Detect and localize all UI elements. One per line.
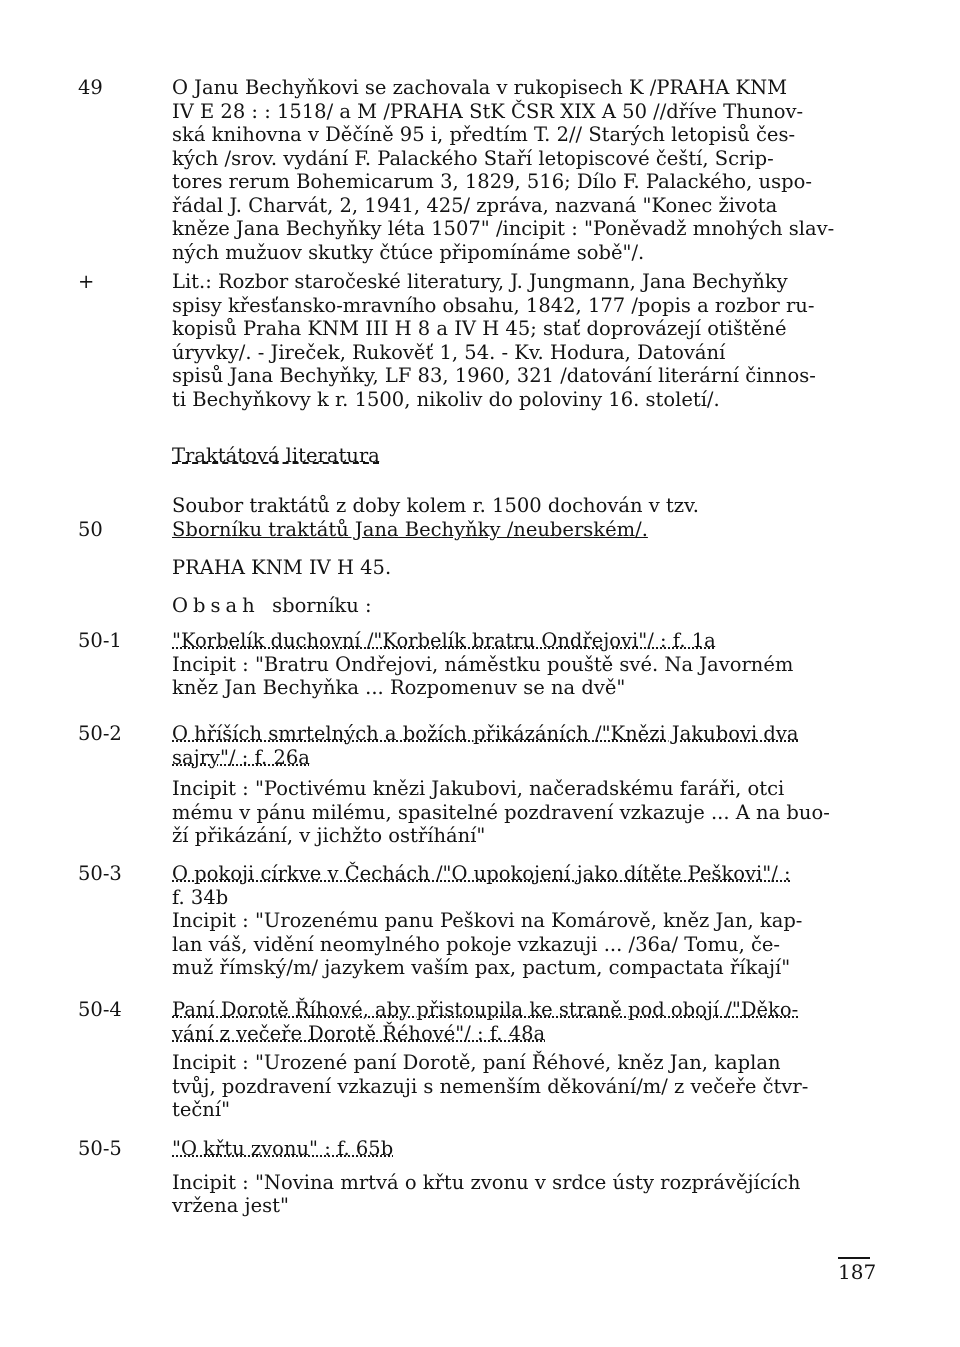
item-title-line: sajry"/ : f. 26a bbox=[172, 745, 310, 769]
shelfmark: PRAHA KNM IV H 45. bbox=[172, 556, 392, 579]
text-line: kopisů Praha KNM III H 8 a IV H 45; stať doprovázejí otištěné bbox=[172, 317, 787, 340]
incipit-line: teční" bbox=[172, 1098, 231, 1121]
section-intro: Soubor traktátů z doby kolem r. 1500 dochován v tzv. bbox=[172, 494, 699, 517]
item-number: 50-3 bbox=[78, 862, 122, 885]
contents-heading bbox=[172, 594, 872, 618]
item-title-line: "O křtu zvonu" : f. 65b bbox=[172, 1137, 394, 1160]
page-number: 187 bbox=[838, 1257, 870, 1283]
item-number: 50-5 bbox=[78, 1137, 122, 1160]
contents-rest: sborníku : bbox=[272, 594, 372, 617]
text-line: tores rerum Bohemicarum 3, 1829, 516; Dílo F. Palackého, uspo- bbox=[172, 170, 812, 193]
incipit-line: ží přikázání, v jichžto ostříhání" bbox=[172, 824, 486, 847]
item-number: 50-2 bbox=[78, 722, 122, 745]
text-line: IV E 28 : : 1518/ a M /PRAHA StK ČSR XIX A 50 //dříve Thunov- bbox=[172, 99, 804, 123]
incipit-line: Incipit : "Urozené paní Dorotě, paní Řéhové, kněz Jan, kaplan bbox=[172, 1051, 781, 1074]
text-line: ných mužuov skutky čtúce připomínáme sobě"/. bbox=[172, 240, 645, 264]
text-line: Lit.: Rozbor staročeské literatury, J. Jungmann, Jana Bechyňky bbox=[172, 270, 788, 293]
text-line: spisy křesťansko-mravního obsahu, 1842, 177 /popis a rozbor ru- bbox=[172, 293, 815, 317]
collection-title: Sborníku traktátů Jana Bechyňky /neuberském/. bbox=[172, 518, 648, 541]
item-50-3 bbox=[172, 862, 872, 980]
incipit-line: mému v pánu milému, spasitelné pozdravení vzkazuje ... A na buo- bbox=[172, 800, 830, 824]
entry-number: 50 bbox=[78, 518, 103, 541]
item-title-line: vání z večeře Dorotě Řéhové"/ : f. 48a bbox=[172, 1021, 546, 1045]
incipit-line: Incipit : "Novina mrtvá o křtu zvonu v srdce ústy rozprávějících bbox=[172, 1170, 801, 1194]
section-heading: Traktátová literatura bbox=[172, 444, 380, 467]
incipit-line: muž římský/m/ jazykem vaším pax, pactum, compactata říkají" bbox=[172, 956, 791, 979]
item-number: 50-4 bbox=[78, 998, 122, 1021]
incipit-line: vržena jest" bbox=[172, 1194, 289, 1217]
text-line: ská knihovna v Děčíně 95 i, předtím T. 2// Starých letopisů čes- bbox=[172, 123, 796, 146]
text-line: O Janu Bechyňkovi se zachovala v rukopisech K /PRAHA KNM bbox=[172, 76, 788, 99]
incipit-line: tvůj, pozdravení vzkazuji s nemenším děkování/m/ z večeře čtvr- bbox=[172, 1074, 809, 1098]
incipit-line: lan váš, vidění neomylného pokoje vzkazuji ... /36a/ Tomu, če- bbox=[172, 932, 781, 956]
text-line: kněze Jana Bechyňky léta 1507" /incipit : "Poněvadž mnohých slav- bbox=[172, 217, 835, 240]
text-line: řádal J. Charvát, 2, 1941, 425/ zpráva, nazvaná "Konec života bbox=[172, 193, 778, 217]
entry-49-text bbox=[172, 76, 872, 264]
item-50-2 bbox=[172, 722, 872, 848]
text-line: kých /srov. vydání F. Palackého Staří letopiscové čeští, Scrip- bbox=[172, 146, 774, 170]
text-line: spisů Jana Bechyňky, LF 83, 1960, 321 /datování literární činnos- bbox=[172, 364, 816, 387]
incipit-line: Incipit : "Bratru Ondřejovi, náměstku pouště své. Na Javorném bbox=[172, 652, 794, 676]
item-50-4 bbox=[172, 998, 872, 1122]
item-title-line: Paní Dorotě Říhové, aby přistoupila ke straně pod obojí /"Děko- bbox=[172, 998, 799, 1021]
incipit-line: kněz Jan Bechyňka ... Rozpomenuv se na dvě" bbox=[172, 676, 626, 699]
item-title-line: f. 34b bbox=[172, 885, 229, 909]
item-title-line: "Korbelík duchovní /"Korbelík bratru Ondřejovi"/ : f. 1a bbox=[172, 629, 716, 652]
entry-number: 49 bbox=[78, 76, 103, 99]
item-number: 50-1 bbox=[78, 629, 122, 652]
incipit-line: Incipit : "Urozenému panu Peškovi na Komárově, kněz Jan, kap- bbox=[172, 909, 803, 932]
item-50-1 bbox=[172, 629, 872, 700]
text-line: ti Bechyňkovy k r. 1500, nikoliv do poloviny 16. století/. bbox=[172, 387, 720, 411]
item-title-line: O hříších smrtelných a božích přikázáních /"Knězi Jakubovi dva bbox=[172, 722, 799, 745]
literature-text bbox=[172, 270, 872, 411]
item-title-line: O pokoji církve v Čechách /"O upokojení jako dítěte Peškovi"/ : bbox=[172, 862, 791, 885]
item-50-5 bbox=[172, 1137, 872, 1218]
contents-label: Obsah bbox=[172, 594, 260, 617]
incipit-line: Incipit : "Poctivému knězi Jakubovi, načeradskému faráři, otci bbox=[172, 777, 785, 800]
text-line: úryvky/. - Jireček, Rukověť 1, 54. - Kv. Hodura, Datování bbox=[172, 340, 726, 364]
literature-marker: + bbox=[78, 270, 95, 293]
